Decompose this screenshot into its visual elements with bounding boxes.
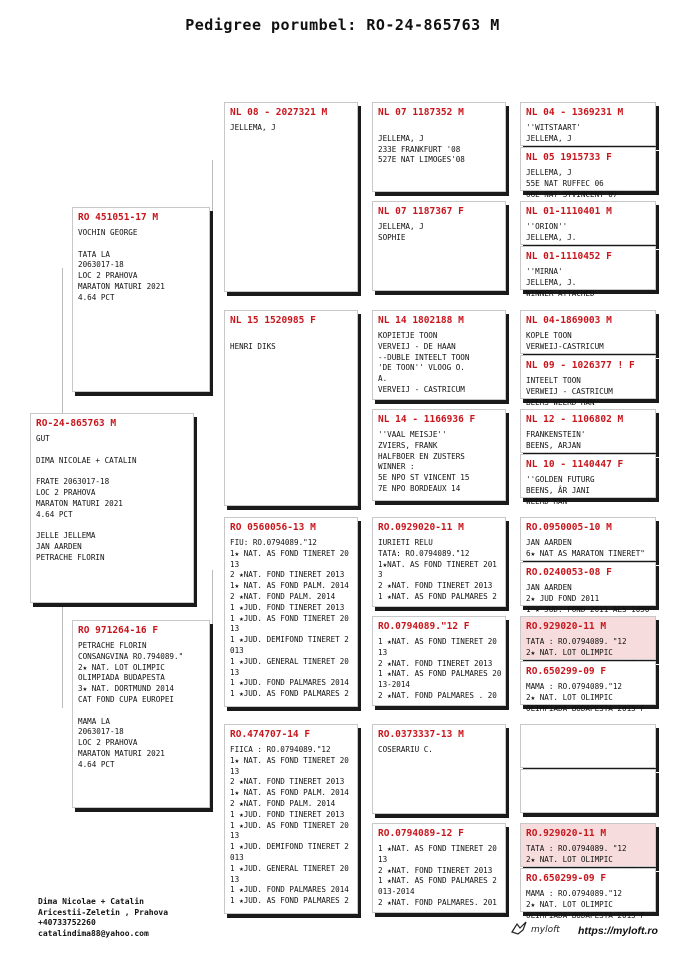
ring-number: NL 12 - 1106802 M (526, 414, 624, 425)
pedigree-card-great-great-grandparent (520, 868, 656, 920)
ring-number: RO.0794089-12 F (378, 828, 464, 839)
card-text-line: VERWEIJ - CASTRICUM (526, 386, 613, 396)
ring-number: NL 14 1802188 M (378, 315, 464, 326)
card-text-line: 1 ★JUD. AS FOND TINERET 20 (230, 820, 349, 830)
card-text-line: 13 (230, 874, 240, 884)
ring-number: NL 07 1187367 F (378, 206, 464, 217)
card-text-line: 13 (230, 831, 240, 841)
card-text-line: 1★ NAT. AS FOND PALM. 2014 (230, 788, 349, 798)
ring-number: NL 15 1520985 F (230, 315, 316, 326)
card-text-line: 1 ★JUD. DEMIFOND TINERET 2 (230, 842, 349, 852)
card-text-line: 1 ★NAT. AS FOND TINERET 20 (378, 844, 497, 853)
ring-number: NL 01-1110401 M (526, 206, 612, 217)
ring-number: RO.0929020-11 M (378, 522, 464, 533)
card-text-line: A. (378, 374, 388, 384)
card-text-line: LOC 2 PRAHOVA (78, 271, 138, 281)
pedigree-card-great-grandparent (372, 102, 506, 192)
card-text-line: MAMA LA (78, 716, 111, 726)
card-text-line: BEENS, ÂR JANI (526, 485, 591, 495)
card-text-line: GUT (36, 434, 50, 443)
pedigree-card-great-great-grandparent (520, 616, 656, 660)
card-text-line: ''GOLDEN FUTURG (526, 475, 595, 484)
card-text-line: 1 ★JUD. AS FOND PALMARES 2 (230, 689, 349, 699)
card-text-line: JAN AARDEN (36, 541, 82, 551)
card-text-line: DIMA NICOLAE + CATALIN (36, 455, 137, 465)
ring-number: NL 05 1915733 F (526, 152, 612, 163)
card-text-line: JELLEMA, J (526, 168, 572, 177)
card-text-line: KOPLE TOON (526, 331, 572, 340)
card-text-line: OLIMPIADA BUDAPESTA (78, 673, 165, 683)
card-text-line: 1★ NAT. AS FOND PALM. 2014 (230, 581, 349, 591)
card-text-line: CAT FOND CUPA EUROPEI (78, 694, 175, 704)
card-text-line: FRATE 2063017-18 (36, 477, 110, 487)
card-text-line: 4.64 PCT (36, 509, 73, 519)
card-text-line: 66E NAT STVINCENT'07 (526, 189, 618, 199)
ring-number: RO.0794089."12 F (378, 621, 470, 632)
card-text-line: ''ORION'' (526, 222, 568, 231)
card-text-line: 2★ NAT. LOT OLIMPIC (526, 647, 613, 657)
card-text-line: 7E NPO BORDEAUX 14 (378, 483, 461, 493)
pedigree-card-great-great-grandparent (520, 310, 656, 354)
website-link[interactable]: https://myloft.ro (578, 925, 658, 937)
ring-number: RO.0373337-13 M (378, 729, 464, 740)
pigeon-icon (510, 920, 528, 939)
ring-number: NL 08 - 2027321 M (230, 107, 328, 118)
card-text-line: 1 ★JUD. FOND PALMARES 2014 (230, 885, 349, 895)
pedigree-card-great-great-grandparent (520, 102, 656, 146)
pedigree-card-great-great-grandparent (520, 147, 656, 199)
connector-line (212, 570, 213, 780)
card-text-line: 1 ★NAT. AS FOND PALMARES 2 (378, 876, 497, 886)
ring-number: NL 04 - 1369231 M (526, 107, 624, 118)
card-text-line: TATA : RO.0794089. "12 (526, 637, 627, 646)
pedigree-card-great-grandparent (372, 310, 506, 400)
card-text-line: 1★ NAT. AS FOND TINERET 20 (230, 755, 349, 765)
card-text-line: HALFBOER EN ZUSTERS (378, 451, 465, 461)
pedigree-card-grandparent (224, 310, 358, 506)
card-text-line: BEENS, ARJAN (526, 440, 581, 450)
card-text-line: 1 ★NAT. AS FOND PALMARES 20 (378, 669, 502, 679)
card-text-line: 2 ★NAT. FOND PALM. 2014 (230, 798, 336, 808)
card-text-line: VOCHIN GEORGE (78, 228, 138, 237)
pedigree-card-great-grandparent (372, 201, 506, 291)
card-text-line: 1 ★JUD. AS FOND PALMARES 2 (230, 896, 349, 906)
card-text-line: JAN AARDEN (526, 583, 572, 592)
card-text-line: JELLEMA, J (230, 123, 276, 132)
pedigree-card-subject (30, 413, 194, 603)
ring-number: RO.474707-14 F (230, 729, 311, 740)
card-text-line: 013-2014 (378, 887, 415, 897)
ring-number: NL 09 - 1026377 ! F (526, 360, 635, 371)
card-text-line: 2 ★NAT. FOND TINERET 2013 (378, 865, 493, 875)
card-text-line: 233E FRANKFURT '08 (378, 144, 461, 154)
pedigree-card-sire (72, 207, 210, 392)
card-text-line (230, 331, 352, 342)
card-text-line: JELLEMA, J (378, 133, 424, 143)
myloft-logo (510, 920, 560, 939)
card-text-line: INTEELT TOON (526, 376, 581, 385)
card-text-line: SOPHIE (378, 232, 406, 242)
pedigree-card-great-great-grandparent (520, 562, 656, 614)
card-text-line (36, 520, 188, 531)
card-text-line: MAMA : RO.0794089."12 (526, 682, 623, 691)
card-text-line: MARATON MATURI 2021 (78, 748, 165, 758)
card-text-line: 1★ NAT. AS FOND TINERET 20 (230, 548, 349, 558)
card-text-line: 13 (230, 766, 240, 776)
ring-number: RO 0560056-13 M (230, 522, 316, 533)
card-text-line: 1 ★JUD. DEMIFOND TINERET 2 (230, 635, 349, 645)
card-text-line: 1 ★JUD. FOND TINERET 2013 (230, 602, 345, 612)
pedigree-card-great-great-grandparent (520, 409, 656, 453)
card-text-line: 1 ★NAT. AS FOND PALMARES 2 (378, 591, 497, 601)
card-text-line: 2 ★NAT. FOND TINERET 2013 (230, 570, 345, 580)
ring-number: RO.929020-11 M (526, 828, 607, 839)
logo-text: myloft (531, 925, 560, 935)
card-text-line: 13 (230, 667, 240, 677)
card-text-line: 'DE TOON'' VLOOG O. (378, 363, 465, 373)
card-text-line: CONSANGVINA RO.794089." (78, 651, 184, 661)
card-text-line: JELLE JELLEMA (36, 531, 96, 541)
card-text-line: WEERD HAN (526, 496, 568, 506)
card-text-line: MAMA : RO.0794089."12 (526, 889, 623, 898)
card-text-line: HENRI DIKS (230, 341, 276, 351)
pedigree-card-great-great-grandparent (520, 724, 656, 768)
card-text-line: PETRACHE FLORIN (36, 552, 105, 562)
card-text-line: ''VAAL MEISJE'' (378, 430, 447, 439)
ring-number: NL 01-1110452 F (526, 251, 612, 262)
pedigree-card-great-grandparent (372, 823, 506, 913)
pedigree-card-grandparent (224, 102, 358, 292)
card-text-line: OLIMPIADA BUDAPESTA 2015 F (526, 703, 645, 713)
card-text-line: 2 ★NAT. FOND PALMARES . 20 (378, 690, 497, 700)
breeder-phone: +40733752260 (38, 918, 96, 927)
card-text-line: 1 ★JUD. FOND TINERET 2013 (230, 809, 345, 819)
page-title: Pedigree porumbel: RO-24-865763 M (185, 16, 500, 34)
card-text-line: PETRACHE FLORIN (78, 641, 147, 650)
ring-number: RO.650299-09 F (526, 873, 607, 884)
ring-number: NL 04-1869003 M (526, 315, 612, 326)
card-text-line: 1 ★NAT. AS FOND TINERET 20 (378, 637, 497, 646)
card-text-line (36, 445, 188, 456)
card-text-line: LOC 2 PRAHOVA (36, 487, 96, 497)
pedigree-card-dam (72, 620, 210, 808)
pedigree-card-great-grandparent (372, 616, 506, 706)
ring-number: RO.929020-11 M (526, 621, 607, 632)
card-text-line: 2★ NAT. LOT OLIMPIC (526, 899, 613, 909)
card-text-line (36, 466, 188, 477)
card-text-line: 013 (230, 852, 244, 862)
card-text-line: 13 (230, 624, 240, 634)
card-text-line: 2★ JUD FOND 2011 (526, 593, 600, 603)
card-text-line: KOPIETJE TOON (378, 331, 438, 340)
ring-number: RO.650299-09 F (526, 666, 607, 677)
card-text-line: JELLEMA, J (526, 133, 572, 143)
card-text-line: 2 ★NAT. FOND PALM. 2014 (230, 591, 336, 601)
card-text-line: LOC 2 PRAHOVA (78, 738, 138, 748)
card-text-line: 13 (378, 854, 388, 864)
card-text-line: 1 ★JUD. GENERAL TINERET 20 (230, 863, 349, 873)
ring-number: RO.0240053-08 F (526, 567, 612, 578)
card-text-line: 1★NAT. AS FOND TINERET 201 (378, 559, 497, 569)
pedigree-card-great-great-grandparent (520, 823, 656, 867)
card-text-line: JAN AARDEN (526, 538, 572, 547)
card-text-line: 4.64 PCT (78, 759, 115, 769)
breeder-email: catalindima88@yahoo.com (38, 928, 149, 938)
ring-number: NL 07 1187352 M (378, 107, 464, 118)
card-text-line (78, 706, 204, 717)
card-text-line (378, 123, 500, 134)
card-text-line: 527E NAT LIMOGES'08 (378, 155, 465, 165)
card-text-line: 3★ NAT. DORTMUND 2014 (78, 684, 175, 694)
card-text-line: 2063017-18 (78, 727, 124, 737)
card-text-line: 3 (378, 570, 383, 580)
pedigree-card-great-great-grandparent (520, 517, 656, 561)
card-text-line: 2★ NAT. LOT OLIMPIC (526, 854, 613, 864)
card-text-line: BEERS WEERD HAN (526, 397, 595, 407)
card-text-line: FIU: RO.0794089."12 (230, 538, 317, 547)
pedigree-card-great-great-grandparent (520, 201, 656, 245)
card-text-line: ''WITSTAART' (526, 123, 581, 132)
card-text-line: ZVIERS, FRANK (378, 440, 438, 450)
card-text-line: TATA: RO.0794089."12 (378, 548, 470, 558)
card-text-line: 1 ★ JUD. FOND 2011 ALS 1050 (526, 604, 650, 614)
card-text-line: VERVEIJ - CASTRICUM (378, 384, 465, 394)
card-text-line: 1 ★JUD. AS FOND TINERET 20 (230, 613, 349, 623)
card-text-line: 2 ★NAT. FOND TINERET 2013 (378, 658, 493, 668)
ring-number: NL 14 - 1166936 F (378, 414, 476, 425)
card-text-line: 13 (230, 559, 240, 569)
card-text-line: VERVEIJ - DE HAAN (378, 341, 456, 351)
card-text-line: 4.64 PCT (78, 292, 115, 302)
card-text-line: 2 ★NAT. FOND TINERET 2013 (378, 581, 493, 591)
card-text-line: 2 ★NAT. FOND PALMARES. 201 (378, 897, 497, 907)
pedigree-card-great-great-grandparent (520, 661, 656, 713)
card-text-line: 2★ NAT. LOT OLIMPIC (526, 692, 613, 702)
card-text-line: 13-2014 (378, 680, 411, 690)
pedigree-card-great-great-grandparent (520, 355, 656, 407)
ring-number: RO 451051-17 M (78, 212, 159, 223)
pedigree-card-great-great-grandparent (520, 769, 656, 813)
card-text-line: 13 (378, 647, 388, 657)
pedigree-card-great-great-grandparent (520, 246, 656, 298)
card-text-line: IURIETI RELU (378, 538, 433, 547)
breeder-contact (38, 897, 168, 939)
pedigree-card-great-grandparent (372, 409, 506, 501)
card-text-line: TATA LA (78, 249, 111, 259)
card-text-line: VERWEIJ-CASTRICUM (526, 341, 604, 351)
card-text-line: ''MIRNA' (526, 267, 563, 276)
card-text-line: JELLEMA, J (378, 222, 424, 231)
breeder-location: Aricestii-Zeletin , Prahova (38, 907, 169, 917)
card-text-line (78, 239, 204, 250)
ring-number: RO 971264-16 F (78, 625, 159, 636)
ring-number (526, 774, 650, 785)
breeder-name: Dima Nicolae + Catalin (38, 897, 144, 906)
card-text-line: 55E NAT RUFFEC 06 (526, 178, 604, 188)
card-text-line: WINNER : (378, 462, 415, 472)
ring-number (526, 729, 650, 740)
card-text-line: OLIMPIADA BUDAPESTA 2015 F (526, 910, 645, 920)
connector-line (212, 160, 213, 360)
ring-number: RO.0950005-10 M (526, 522, 612, 533)
card-text-line: 2★ NAT. LOT OLIMPIC (78, 662, 165, 672)
card-text-line: FRANKENSTEIN' (526, 430, 586, 439)
pedigree-card-grandparent (224, 517, 358, 707)
card-text-line: 2063017-18 (78, 260, 124, 270)
card-text-line: 5E NPO ST VINCENT 15 (378, 473, 470, 483)
pedigree-card-great-grandparent (372, 724, 506, 814)
card-text-line: FIICA : RO.0794089."12 (230, 745, 331, 754)
pedigree-card-great-grandparent (372, 517, 506, 607)
ring-number: RO-24-865763 M (36, 418, 117, 429)
card-text-line: TATA : RO.0794089. "12 (526, 844, 627, 853)
ring-number: NL 10 - 1140447 F (526, 459, 624, 470)
card-text-line: 013 (230, 645, 244, 655)
card-text-line: JELLEMA, J. (526, 277, 577, 287)
card-text-line: 6★ NAT AS MARATON TINERET" (526, 548, 645, 558)
card-text-line: --DUBLE INTEELT TOON (378, 352, 470, 362)
card-text-line: WINNER ATTACHED (526, 288, 595, 298)
card-text-line: 1 ★JUD. GENERAL TINERET 20 (230, 656, 349, 666)
card-text-line: JELLEMA, J. (526, 232, 577, 242)
card-text-line: 2 ★NAT. FOND TINERET 2013 (230, 777, 345, 787)
card-text-line: 1 ★JUD. FOND PALMARES 2014 (230, 678, 349, 688)
pedigree-card-grandparent (224, 724, 358, 914)
pedigree-card-great-great-grandparent (520, 454, 656, 506)
card-text-line: MARATON MATURI 2021 (78, 281, 165, 291)
card-text-line: MARATON MATURI 2021 (36, 498, 123, 508)
card-text-line: COSERARIU C. (378, 745, 433, 754)
